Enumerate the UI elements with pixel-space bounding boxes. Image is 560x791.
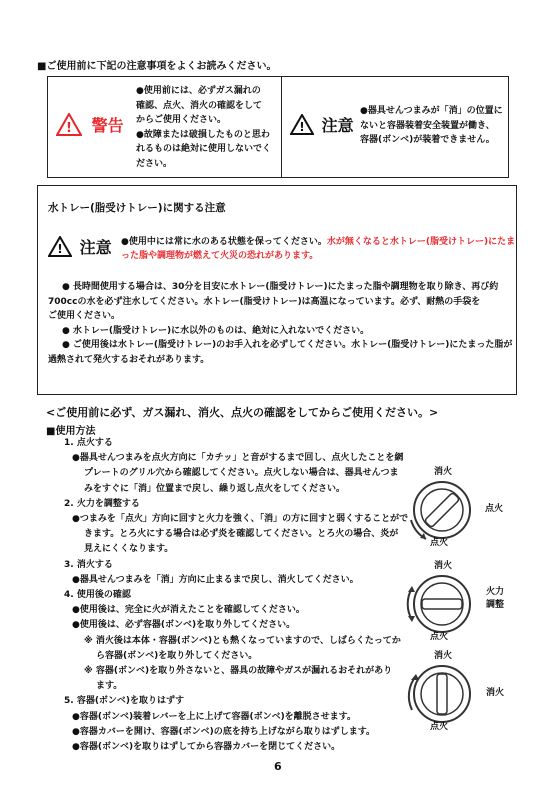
page-number: 6	[274, 760, 282, 773]
svg-text:!: !	[57, 242, 63, 256]
dial-side-label: 消火	[486, 688, 505, 698]
step-note: ら容器(ボンベ)を取り外してください。	[96, 650, 258, 661]
dial-top-label: 消火	[434, 651, 453, 661]
list-item: ● 長時間使用する場合は、30分を目安に水トレー(脂受けトレー)にたまった脂や調理物を取り除き、再び約	[62, 280, 513, 295]
list-item: ● 水トレー(脂受けトレー)に水以外のものは、絶対に入れないでください。	[62, 324, 513, 339]
caution-red-text: 水が無くなると水トレー(脂受けトレー)にたま	[326, 237, 516, 247]
dial-top-label: 消火	[434, 467, 453, 477]
step-text: 見えにくくなります。	[84, 544, 174, 555]
caution-line: 容器(ボンベ)が装着できません。	[360, 135, 495, 145]
caution-label: 注意	[321, 116, 354, 135]
water-caution-label: 注意	[79, 238, 112, 257]
warning-line: ●故障または破損したものと思わ	[136, 129, 270, 140]
dial-extinguish-illustration	[402, 650, 522, 732]
warning-label-group	[56, 113, 124, 136]
warning-label: 警告	[91, 116, 124, 135]
dial-side-label: 点火	[485, 504, 504, 514]
list-item-cont: ご使用ください。	[48, 311, 121, 321]
dial-top-label: 消火	[434, 561, 453, 571]
step-heading: 2. 火力を調整する	[64, 498, 140, 509]
dial-adjust-illustration	[402, 560, 522, 642]
caution-text	[360, 104, 510, 148]
step-text: ●容器(ボンベ)装着レバーを上に上げて容器(ボンベ)を離脱させます。	[72, 711, 356, 722]
warning-line: 確認、点火、消火の確認をして	[136, 100, 263, 111]
caution-label-group	[290, 113, 354, 136]
step-note: ます。	[96, 681, 123, 692]
water-caution-line2: った脂や調理物が燃えて火災の恐れがあります。	[121, 251, 319, 261]
step-text: きます。とろ火にする場合は必ず炎を確認してください。とろ火の場合、炎が	[84, 529, 399, 540]
step-text: ●容器(ボンベ)を取りはずしてから容器カバーを閉じてください。	[72, 742, 341, 753]
knob-extinguish-icon	[402, 660, 482, 728]
step-text: プレートのグリル穴から確認してください。点火しない場合は、器具せんつま	[84, 468, 399, 479]
list-item: ● ご使用後は水トレー(脂受けトレー)のお手入れを必ずしてください。水トレー(脂受けトレー)にたまった脂が	[62, 338, 513, 353]
warning-line: れるものは絶対に使用しないでく	[136, 144, 272, 154]
knob-adjust-icon	[402, 570, 482, 638]
step-heading: 5. 容器(ボンベ)を取りはずす	[64, 696, 185, 707]
step-text: ●容器カバーを開け、容器(ボンベ)の底を持ち上げながら取りはずします。	[72, 726, 376, 737]
step-note: ※ 消火後は本体・容器(ボンベ)とも熱くなっていますので、しばらくたってか	[84, 635, 401, 646]
water-caution-line1	[121, 235, 516, 250]
warning-text	[136, 84, 281, 171]
svg-text:!: !	[66, 121, 72, 136]
knob-ignite-icon	[402, 476, 482, 544]
caution-triangle-icon	[290, 114, 314, 135]
caution-line: ●器具せんつまみが「消」の位置に	[360, 106, 503, 116]
dial-ignite-illustration	[402, 466, 522, 548]
step-text: みをすぐに「消」位置まで戻し、繰り返し点火をしてください。	[84, 483, 346, 494]
step-text: ●使用後は、必ず容器(ボンベ)を取り外してください。	[72, 620, 296, 631]
caution-triangle-icon	[48, 236, 72, 257]
dial-bottom-label: 点火	[430, 722, 449, 732]
caution-line: ないと容器装着安全装置が働き、	[360, 120, 495, 131]
dial-bottom-label: 点火	[430, 538, 449, 548]
list-item-cont: 700ccの水を必ず注水してください。水トレー(脂受けトレー)は高温になっています。必ず、耐熱の手袋を	[48, 296, 481, 307]
step-text: ●器具せんつまみを「消」方向に止まるまで戻し、消火してください。	[72, 574, 359, 585]
svg-text:!: !	[299, 120, 305, 134]
water-caution-label-group	[48, 235, 112, 258]
dial-bottom-label: 点火	[430, 632, 449, 642]
caution-black-text: ●使用中には常に水のある状態を保ってください。	[121, 237, 327, 247]
warning-line: ●使用前には、必ずガス漏れの	[136, 86, 261, 96]
box-divider	[281, 76, 282, 178]
step-note: ※ 容器(ボンベ)を取り外さないと、器具の故障やガスが漏れるおそれがあり	[84, 666, 393, 677]
usage-title: ■使用方法	[46, 426, 96, 437]
step-text: ●つまみを「点火」方向に回すと火力を強く、「消」の方に回すと弱くすることがで	[72, 514, 409, 525]
notice-line: <ご使用前に必ず、ガス漏れ、消火、点火の確認をしてからご使用ください。>	[46, 406, 439, 419]
water-tray-title: 水トレー(脂受けトレー)に関する注意	[48, 202, 226, 214]
step-heading: 4. 使用後の確認	[64, 590, 131, 601]
step-text: ●使用後は、完全に火が消えたことを確認してください。	[72, 605, 305, 616]
warning-line: からご使用ください。	[136, 115, 227, 125]
step-heading: 3. 消火する	[64, 559, 113, 570]
dial-side-label: 火力 調整	[486, 587, 505, 610]
warning-line: ださい。	[136, 158, 173, 169]
list-item-cont: 過熱されて発火するおそれがあります。	[48, 354, 210, 365]
usage-steps	[56, 436, 409, 755]
step-text: ●器具せんつまみを点火方向に「カチッ」と音がするまで回し、点火したことを網	[72, 453, 404, 464]
step-heading: 1. 点火する	[64, 438, 113, 448]
water-tray-list	[48, 280, 513, 367]
section-heading: ■ご使用前に下記の注意事項をよくお読みください。	[37, 61, 277, 72]
warning-triangle-icon	[56, 113, 82, 136]
